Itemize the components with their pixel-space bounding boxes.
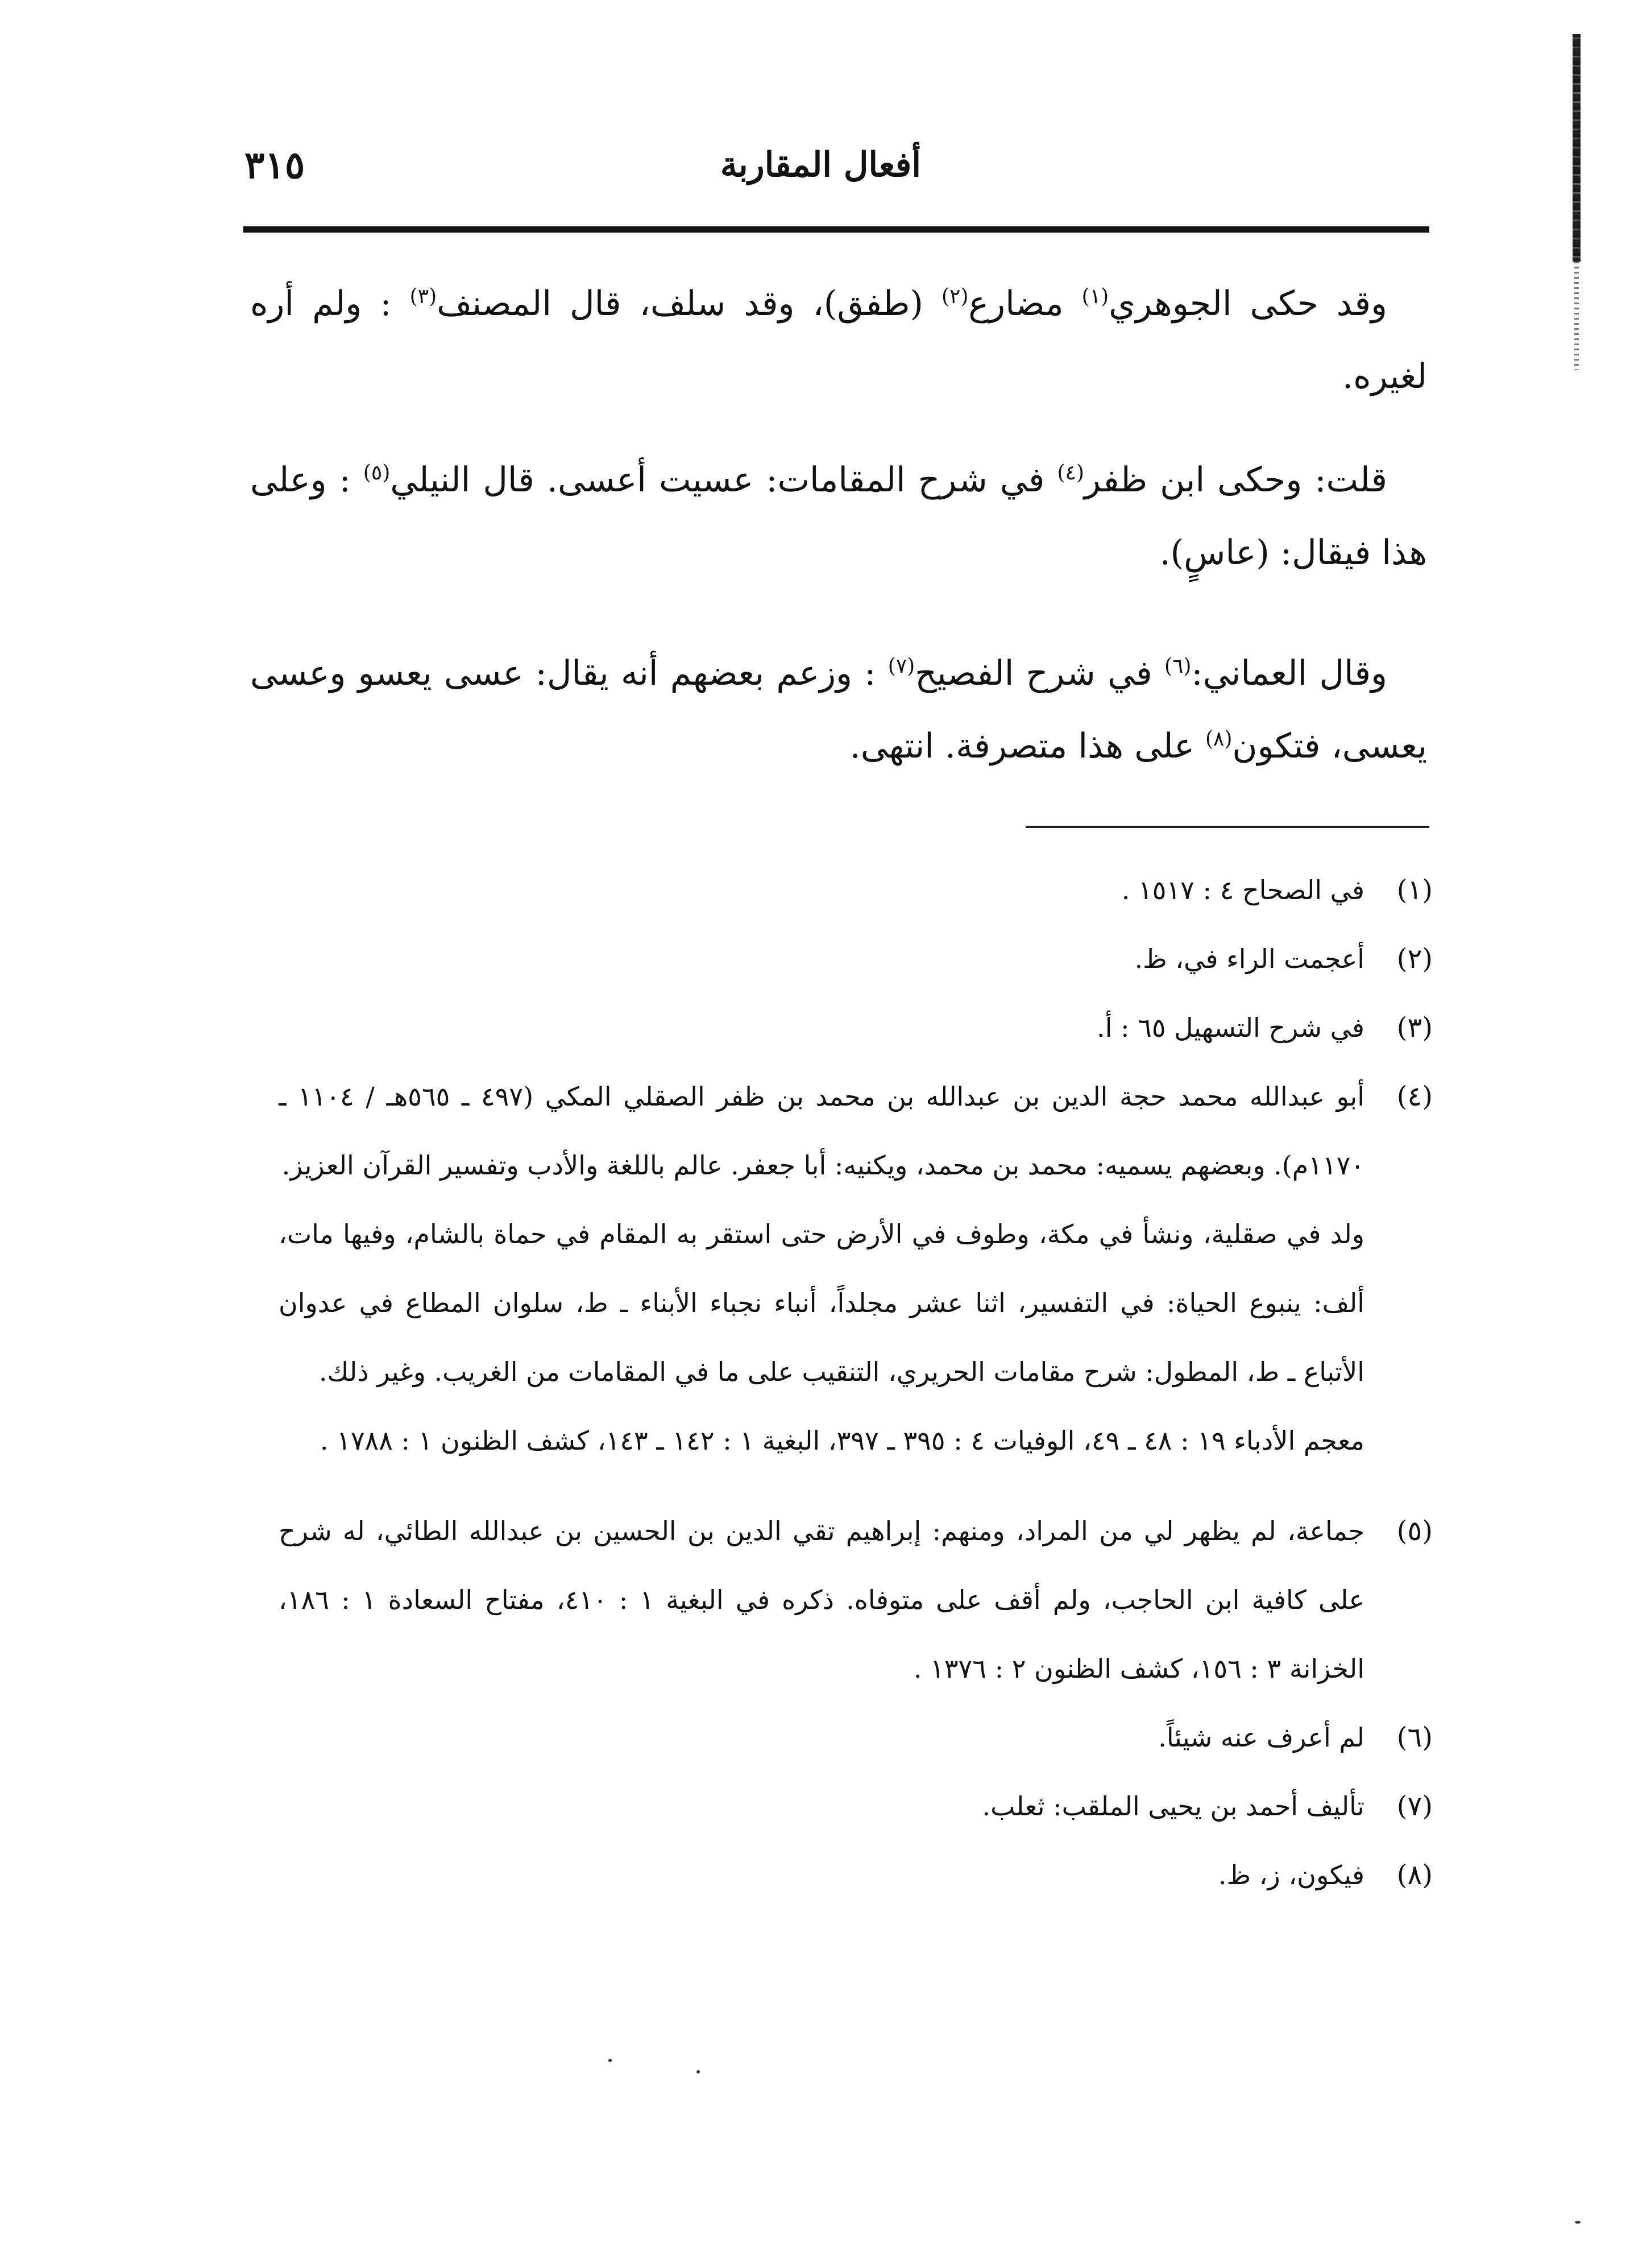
footnote-text: لم أعرف عنه شيئاً.	[1158, 1722, 1364, 1753]
footnote-separator	[1026, 826, 1429, 828]
main-text	[250, 267, 1427, 413]
scan-speck	[608, 2059, 612, 2062]
footnote-text: جماعة، لم يظهر لي من المراد، ومنهم: إبراهيم تقي الدين بن الحسين بن عبدالله الطائي، له شرح على كافية ابن الحاجب، ولم أقف على متوفاه. ذكره في البغية ١ : ٤١٠، مفتاح السعادة ١ : ١٨٦، الخزانة ٣ : ١٥٦، كشف الظنون ٢ : ١٣٧٦ .	[279, 1516, 1365, 1684]
footnote	[279, 994, 1433, 1062]
footnote-number: (١)	[1396, 874, 1433, 906]
scan-binding-edge	[1573, 34, 1581, 262]
footnote-text: معجم الأدباء ١٩ : ٤٨ ـ ٤٩، الوفيات ٤ : ٣٩٥ ـ ٣٩٧، البغية ١ : ١٤٢ ـ ١٤٣، كشف الظنون ١ : ١٧٨٨ .	[320, 1425, 1364, 1456]
footnote-number: (٢)	[1396, 943, 1433, 975]
footnote	[279, 1703, 1433, 1772]
footnote	[279, 1062, 1433, 1475]
paragraph: وقد حكى الجوهري$^{(١)}$ مضارع$^{(٢)}$ (طفق)، وقد سلف، قال المصنف$^{(٣)}$ : ولم أره لغيره.	[250, 284, 1427, 396]
page-number: ٣١٥	[244, 143, 305, 187]
footnote-ref[interactable]: (١)	[1081, 285, 1109, 308]
footnote-ref[interactable]: (٥)	[363, 461, 391, 485]
footnote-text: فيكون، ز، ظ.	[1218, 1860, 1364, 1890]
footnote-number: (٥)	[1396, 1515, 1433, 1547]
footnote	[279, 1497, 1433, 1703]
footnote	[279, 925, 1433, 994]
running-title: أفعال المقاربة	[720, 145, 921, 185]
main-text	[250, 637, 1427, 783]
footnotes	[279, 856, 1433, 1910]
footnote-ref[interactable]: (٦)	[1164, 655, 1192, 678]
footnote-number: (٨)	[1396, 1859, 1433, 1891]
footnote-ref[interactable]: (٨)	[1205, 727, 1233, 751]
footnote-text: تأليف أحمد بن يحيى الملقب: ثعلب.	[982, 1791, 1364, 1822]
footnote-number: (٧)	[1396, 1790, 1433, 1822]
main-text	[250, 444, 1427, 589]
page-header	[239, 128, 921, 202]
scan-binding-edge-faint	[1574, 262, 1579, 370]
paragraph: قلت: وحكى ابن ظفر$^{(٤)}$ في شرح المقامات: عسيت أعسى. قال النيلي$^{(٥)}$ : وعلى هذا فيقال: (عاسٍ).	[250, 460, 1427, 573]
footnote-text: ولد في صقلية، ونشأ في مكة، وطوف في الأرض حتى استقر به المقام في حماة بالشام، وفيها مات، ألف: ينبوع الحياة: في التفسير، اثنا عشر مجلداً، أنباء نجباء الأبناء ـ ط، سلوان المطاع في عدوان الأتباع ـ ط، المطول: شرح مقامات الحريري، التنقيب على ما في المقامات من الغريب. وغير ذلك.	[279, 1219, 1364, 1387]
footnote-text: في الصحاح ٤ : ١٥١٧ .	[1121, 875, 1364, 905]
footnote-ref[interactable]: (٢)	[941, 285, 969, 308]
footnote	[279, 1772, 1433, 1841]
footnote-gap	[279, 1475, 1433, 1497]
scan-speck	[696, 2070, 700, 2074]
paragraph: وقال العماني:$^{(٦)}$ في شرح الفصيح$^{(٧)}$ : وزعم بعضهم أنه يقال: عسى يعسو وعسى يعسى، فتكون$^{(٨)}$ على هذا متصرفة. انتهى.	[250, 653, 1427, 766]
footnote-number: (٣)	[1396, 1012, 1433, 1044]
footnote-ref[interactable]: (٤)	[1057, 461, 1084, 485]
header-rule	[243, 226, 1429, 233]
footnote-text: في شرح التسهيل ٦٥ : أ.	[1096, 1012, 1364, 1043]
footnote-ref[interactable]: (٣)	[409, 285, 437, 308]
footnote-number: (٦)	[1396, 1721, 1433, 1753]
footnote-number: (٤)	[1396, 1081, 1433, 1112]
footnote	[279, 1841, 1433, 1910]
scan-speck	[1575, 2221, 1581, 2224]
footnote-text: أبو عبدالله محمد حجة الدين بن عبدالله بن محمد بن ظفر الصقلي المكي (٤٩٧ ـ ٥٦٥هـ / ١١٠٤ ـ ١١٧٠م). وبعضهم يسميه: محمد بن محمد، ويكنيه: أبا جعفر. عالم باللغة والأدب وتفسير القرآن العزيز.	[279, 1081, 1364, 1181]
footnote-text: أعجمت الراء في، ظ.	[1134, 943, 1364, 974]
footnote-ref[interactable]: (٧)	[887, 655, 915, 678]
footnote	[279, 856, 1433, 925]
